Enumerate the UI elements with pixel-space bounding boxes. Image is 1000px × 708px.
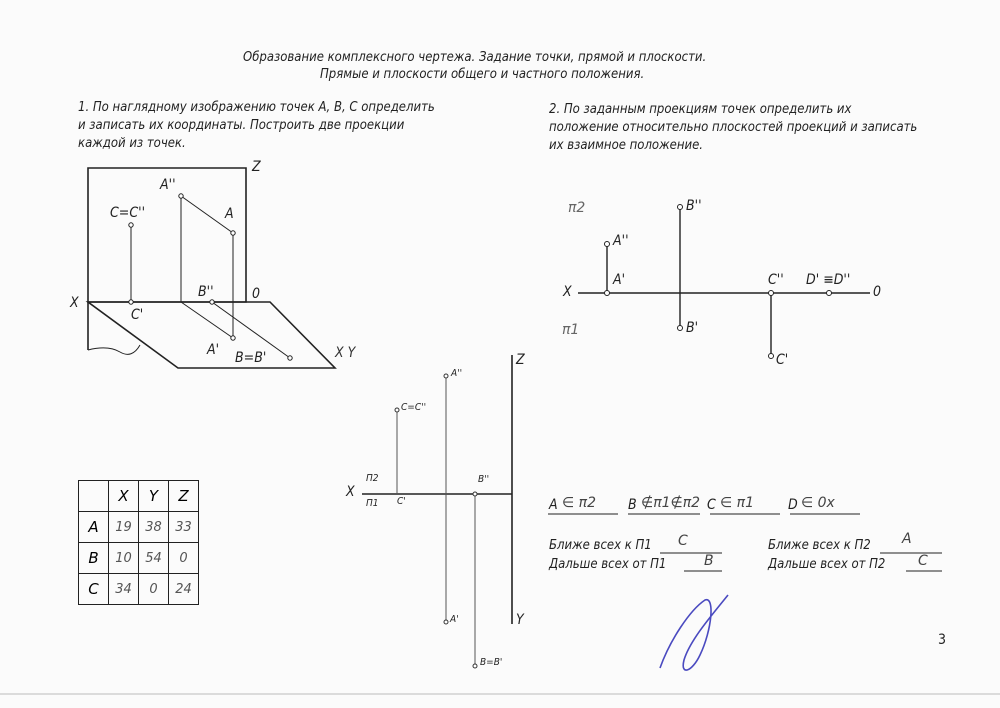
task1-line-1: 1. По наглядному изображению точек А, В, С определить [78,100,435,115]
signature [660,595,728,670]
epure-label-p1: П1 [366,498,379,509]
iso-break-line [88,345,140,354]
iso-label-c: C=C'' [110,205,146,221]
coord-z: 0 [169,543,199,574]
point-name: A [79,512,109,543]
proj-label-pi1: π1 [562,322,580,338]
proj-label-b2: B'' [686,198,702,214]
table-header-cell: X [109,481,139,512]
task1-line-2: и записать их координаты. Построить две проекции [78,118,405,133]
coord-x: 34 [109,574,139,605]
answer-b-relation: ∉π1∉π2 [641,495,701,511]
farthest-p1-label: Дальше всех от П1 [549,557,667,572]
answer-d-letter: D [788,497,798,513]
iso-label-z: Z [252,159,261,175]
task2-line-2: положение относительно плоскостей проекций и записать [549,120,918,135]
point-name: C [79,574,109,605]
closest-p2-value: А [902,531,912,547]
table-row [79,543,199,574]
farthest-p1-value: В [704,553,714,569]
task1-line-3: каждой из точек. [78,136,186,151]
proj-label-a1: A' [613,272,626,288]
title-line-2: Прямые и плоскости общего и частного положения. [320,67,645,82]
iso-label-a1: A' [207,342,220,358]
epure-label-p2: П2 [366,473,379,484]
iso-horizontal-plane [88,302,335,368]
coord-y: 54 [139,543,169,574]
proj-label-pi2: π2 [568,200,586,216]
table-row [79,512,199,543]
proj-label-x: X [563,284,572,300]
proj-label-c1: C' [776,352,789,368]
iso-label-origin: 0 [252,286,261,302]
coord-x: 19 [109,512,139,543]
closest-p1-value: С [678,533,688,549]
epure-label-c1: C' [397,496,406,507]
coord-x: 10 [109,543,139,574]
proj-label-a2: A'' [613,233,629,249]
table-header-cell: Y [139,481,169,512]
epure-label-y: Y [516,612,524,628]
answer-b-letter: B [628,497,637,513]
answer-a-relation: ∈ π2 [562,495,596,511]
proj-label-b1: B' [686,320,699,336]
iso-label-xy: X Y [335,345,356,361]
page-number: 3 [938,632,947,648]
proj-label-origin: 0 [873,284,882,300]
proj-label-c2: C'' [768,272,784,288]
task2-line-3: их взаимное положение. [549,138,703,153]
coord-y: 38 [139,512,169,543]
point-name: B [79,543,109,574]
coord-z: 33 [169,512,199,543]
farthest-p2-value: С [918,553,928,569]
closest-p1-label: Ближе всех к П1 [549,538,652,553]
proj-label-d: D' ≡D'' [806,272,851,288]
table-header-cell [79,481,109,512]
table-header-cell: Z [169,481,199,512]
farthest-p2-label: Дальше всех от П2 [768,557,886,572]
epure-label-b: B=B' [480,657,503,668]
closest-p2-label: Ближе всех к П2 [768,538,871,553]
epure-label-x: X [346,484,355,500]
coord-y: 0 [139,574,169,605]
epure-label-a2: A'' [451,368,463,379]
answer-c-letter: C [707,497,716,513]
table-header-row [79,481,199,512]
title-line-1: Образование комплексного чертежа. Задание точки, прямой и плоскости. [243,50,707,65]
answer-c-relation: ∈ π1 [720,495,754,511]
iso-label-b: B=B' [235,350,267,366]
coord-z: 24 [169,574,199,605]
epure-label-c: C=C'' [401,402,427,413]
iso-label-a: A [225,206,234,222]
epure-label-b2: B'' [478,474,490,485]
epure-label-a1: A' [450,614,459,625]
iso-label-b2: B'' [198,284,214,300]
table-row [79,574,199,605]
task2-line-1: 2. По заданным проекциям точек определить их [549,102,852,117]
epure-label-z: Z [516,352,525,368]
answer-d-relation: ∈ 0x [801,495,835,511]
iso-label-a2: A'' [160,177,176,193]
iso-label-x: X [70,295,79,311]
coordinates-table [78,480,199,605]
answer-a-letter: A [549,497,558,513]
iso-label-c1: C' [131,307,144,323]
